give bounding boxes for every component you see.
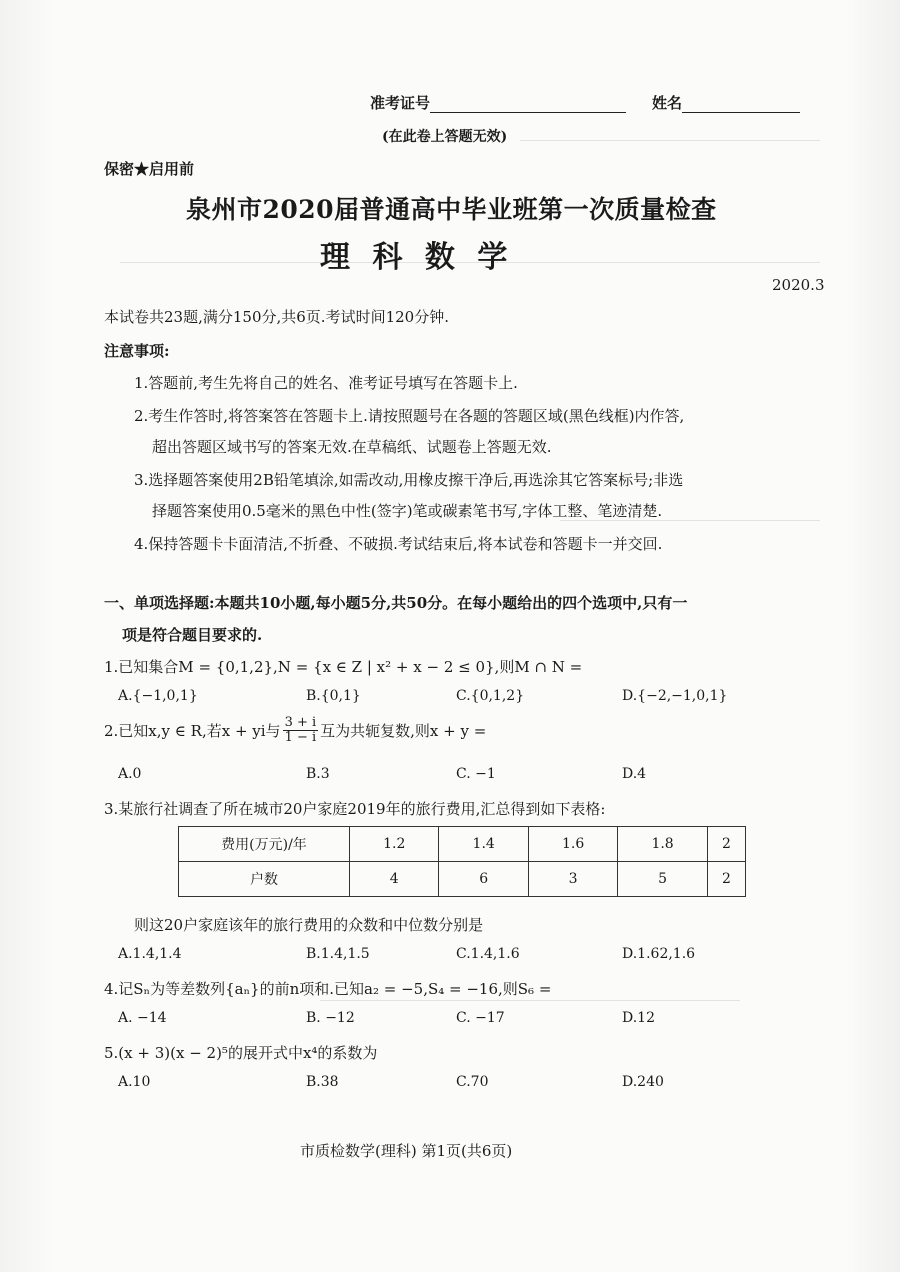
- table-row: [179, 827, 746, 862]
- question-3-option-b: B.1.4,1.5: [306, 946, 370, 962]
- question-2-fraction: [283, 716, 319, 745]
- question-1-option-a: A.{−1,0,1}: [118, 688, 198, 704]
- invalid-note: (在此卷上答题无效): [382, 129, 508, 145]
- name-blank: [682, 96, 800, 113]
- question-2-option-b: B.3: [306, 766, 330, 782]
- question-1-stem: 1.已知集合M = {0,1,2},N = {x ∈ Z | x² + x − 2 ≤ 0},则M ∩ N =: [104, 658, 583, 676]
- question-5-option-d: D.240: [622, 1074, 664, 1090]
- section-heading: 一、单项选择题:本题共10小题,每小题5分,共50分。在每小题给出的四个选项中,只有一: [104, 594, 688, 612]
- question-4-option-a: A. −14: [118, 1010, 167, 1026]
- question-4-option-c: C. −17: [456, 1010, 505, 1026]
- table-cell: 1.8: [618, 827, 707, 862]
- table-row-header: 费用(万元)/年: [179, 827, 350, 862]
- fraction-denominator: 1 − i: [284, 730, 317, 745]
- bleed-through-line: [320, 1000, 740, 1001]
- question-5-option-c: C.70: [456, 1074, 489, 1090]
- table-row: [179, 862, 746, 897]
- question-5-option-a: A.10: [118, 1074, 151, 1090]
- secret-mark: 保密★启用前: [104, 160, 195, 178]
- question-3-option-c: C.1.4,1.6: [456, 946, 520, 962]
- question-2-option-d: D.4: [622, 766, 647, 782]
- section-heading-cont: 项是符合题目要求的.: [122, 626, 263, 644]
- ticket-number-label: 准考证号: [370, 94, 431, 112]
- exam-date: 2020.3: [772, 276, 825, 294]
- table-cell: 4: [350, 862, 439, 897]
- fraction-numerator: 3 + i: [284, 715, 317, 730]
- notice-item: 2.考生作答时,将答案答在答题卡上.请按照题号在各题的答题区域(黑色线框)内作答,: [134, 407, 685, 425]
- notice-heading: 注意事项:: [104, 342, 170, 360]
- page-title: 泉州市2020届普通高中毕业班第一次质量检查: [186, 195, 717, 224]
- table-cell: 1.2: [350, 827, 439, 862]
- question-2-option-c: C. −1: [456, 766, 496, 782]
- question-4-option-d: D.12: [622, 1010, 655, 1026]
- question-3-option-a: A.1.4,1.4: [118, 946, 182, 962]
- question-2-option-a: A.0: [118, 766, 142, 782]
- question-2-stem-part2: 互为共轭复数,则x + y =: [320, 722, 487, 740]
- notice-item: 择题答案使用0.5毫米的黑色中性(签字)笔或碳素笔书写,字体工整、笔迹清楚.: [152, 502, 663, 520]
- subject-title: 理 科 数 学: [320, 240, 514, 275]
- table-cell: 2: [707, 862, 745, 897]
- table-cell: 1.6: [528, 827, 617, 862]
- question-1-option-b: B.{0,1}: [306, 688, 361, 704]
- name-label: 姓名: [652, 94, 683, 112]
- question-5-stem: 5.(x + 3)(x − 2)⁵的展开式中x⁴的系数为: [104, 1044, 378, 1062]
- question-1-option-d: D.{−2,−1,0,1}: [622, 688, 728, 704]
- table-cell: 6: [439, 862, 528, 897]
- question-4-stem: 4.记Sₙ为等差数列{aₙ}的前n项和.已知a₂ = −5,S₄ = −16,则S₆ =: [104, 980, 552, 998]
- question-5-option-b: B.38: [306, 1074, 339, 1090]
- question-3-option-d: D.1.62,1.6: [622, 946, 696, 962]
- question-1-option-c: C.{0,1,2}: [456, 688, 525, 704]
- ticket-number-field: [370, 92, 626, 113]
- question-4-option-b: B. −12: [306, 1010, 355, 1026]
- notice-item: 1.答题前,考生先将自己的姓名、准考证号填写在答题卡上.: [134, 374, 518, 392]
- page-footer: 市质检数学(理科) 第1页(共6页): [300, 1142, 513, 1160]
- table-row-header: 户数: [179, 862, 350, 897]
- travel-cost-table: [178, 826, 746, 897]
- name-field: [652, 92, 800, 113]
- notice-item: 4.保持答题卡卡面清洁,不折叠、不破损.考试结束后,将本试卷和答题卡一并交回.: [134, 535, 663, 553]
- bleed-through-line: [520, 140, 820, 141]
- question-2-stem-part1: 2.已知x,y ∈ R,若x + yi与: [104, 722, 281, 740]
- question-3-followup: 则这20户家庭该年的旅行费用的众数和中位数分别是: [134, 916, 484, 934]
- exam-intro: 本试卷共23题,满分150分,共6页.考试时间120分钟.: [104, 308, 449, 326]
- question-2-stem: [104, 716, 486, 745]
- table-cell: 1.4: [439, 827, 528, 862]
- table-cell: 5: [618, 862, 707, 897]
- question-3-stem: 3.某旅行社调查了所在城市20户家庭2019年的旅行费用,汇总得到如下表格:: [104, 800, 606, 818]
- table-cell: 2: [707, 827, 745, 862]
- ticket-number-blank: [430, 96, 626, 113]
- notice-item: 3.选择题答案使用2B铅笔填涂,如需改动,用橡皮擦干净后,再选涂其它答案标号;非选: [134, 471, 684, 489]
- notice-item: 超出答题区域书写的答案无效.在草稿纸、试题卷上答题无效.: [152, 438, 552, 456]
- table-cell: 3: [528, 862, 617, 897]
